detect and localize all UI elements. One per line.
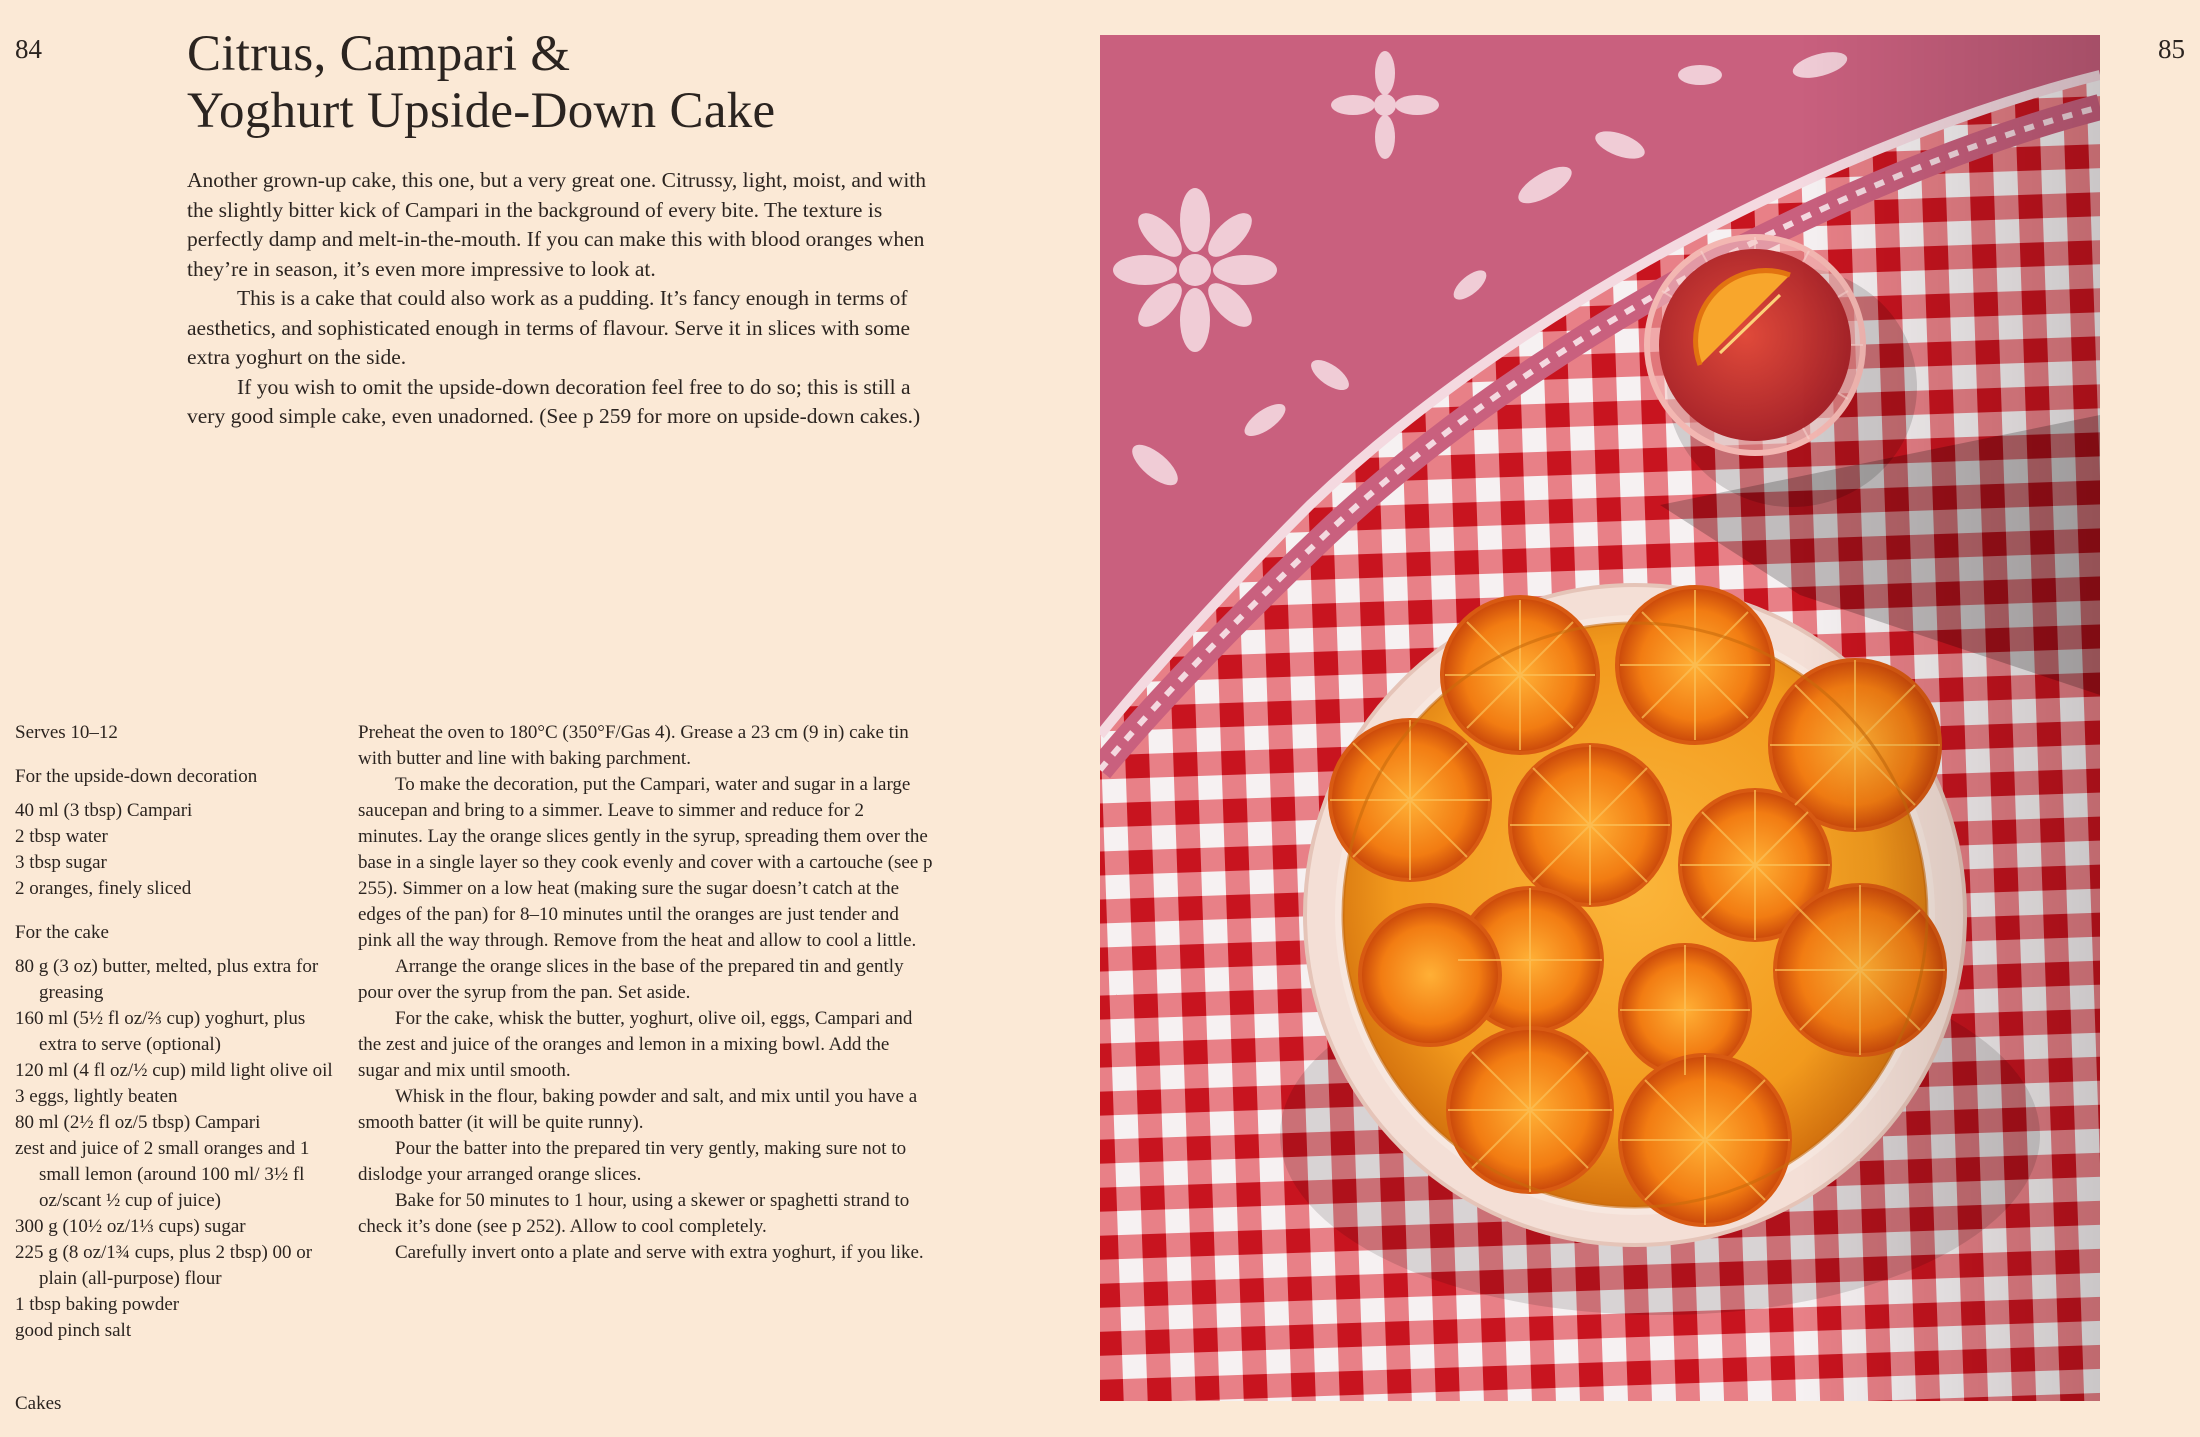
page-number-left: 84 [15,34,42,64]
method-step: Pour the batter into the prepared tin very gently, making sure not to dislodge your arranged orange slices. [358,1138,907,1185]
method-step: Bake for 50 minutes to 1 hour, using a skewer or spaghetti strand to check it’s done (see p 252). Allow to cool completely. [358,1190,910,1237]
recipe-title-line-1: Citrus, Campari & [187,26,571,82]
ingredient-item: 80 g (3 oz) butter, melted, plus extra for greasing [15,956,319,1003]
ingredient-item: 3 eggs, lightly beaten [15,1086,178,1107]
method-step: Preheat the oven to 180°C (350°F/Gas 4). Grease a 23 cm (9 in) cake tin with butter and line with baking parchment. [358,722,909,769]
section-label: Cakes [15,1393,62,1414]
ingredient-item: 3 tbsp sugar [15,852,107,873]
ingredient-item: 80 ml (2½ fl oz/5 tbsp) Campari [15,1112,261,1133]
method-step: Arrange the orange slices in the base of the prepared tin and gently pour over the syrup from the pan. Set aside. [358,956,904,1003]
recipe-intro [187,166,947,432]
intro-paragraph: If you wish to omit the upside-down decoration feel free to do so; this is still a very good simple cake, even unadorned. (See p 259 for more on upside-down cakes.) [187,374,921,428]
intro-paragraph: Another grown-up cake, this one, but a very great one. Citrussy, light, moist, and with the slightly bitter kick of Campari in the background of every bite. The texture is perfectly damp and melt-in-the-mouth. If you can make this with blood oranges when they’re in season, it’s even more impressive to look at. [187,168,927,281]
method-step: To make the decoration, put the Campari, water and sugar in a large saucepan and bring to a simmer. Leave to simmer and reduce for 2 minutes. Lay the orange slices gently in the syrup, spreading them over the base in a single layer so they cook evenly and cover with a cartouche (see p 255). Simmer on a low heat (making sure the sugar doesn’t catch at the edges of the pan) for 8–10 minutes until the oranges are just tender and pink all the way through. Remove from the heat and allow to cool a little. [358,774,933,951]
recipe-title [187,26,776,140]
decoration-ingredient-list [15,798,345,902]
cake-photo-illustration [1100,35,2100,1401]
intro-paragraph: This is a cake that could also work as a pudding. It’s fancy enough in terms of aesthetics, and sophisticated enough in terms of flavour. Serve it in slices with some extra yoghurt on the side. [187,286,911,369]
method-column [358,720,933,1266]
ingredient-item: 225 g (8 oz/1¾ cups, plus 2 tbsp) 00 or plain (all-purpose) flour [15,1242,313,1289]
method-step: Carefully invert onto a plate and serve with extra yoghurt, if you like. [395,1242,924,1263]
ingredients-column [15,720,345,1344]
ingredient-item: 300 g (10½ oz/1⅓ cups) sugar [15,1216,246,1237]
method-step: For the cake, whisk the butter, yoghurt, olive oil, eggs, Campari and the zest and juice of the oranges and lemon in a mixing bowl. Add the sugar and mix until smooth. [358,1008,913,1081]
serves-label: Serves 10–12 [15,722,118,743]
ingredient-item: 1 tbsp baking powder [15,1294,180,1315]
ingredient-item: 2 tbsp water [15,826,108,847]
cake-heading: For the cake [15,922,109,943]
decoration-heading: For the upside-down decoration [15,766,258,787]
ingredient-item: zest and juice of 2 small oranges and 1 small lemon (around 100 ml/ 3½ fl oz/scant ½ cup of juice) [15,1138,310,1211]
cake-photo [1100,35,2100,1401]
ingredient-item: 160 ml (5½ fl oz/⅔ cup) yoghurt, plus extra to serve (optional) [15,1008,306,1055]
ingredient-item: 2 oranges, finely sliced [15,878,192,899]
page-number-right: 85 [2158,34,2185,64]
ingredient-item: 40 ml (3 tbsp) Campari [15,800,193,821]
method-step: Whisk in the flour, baking powder and salt, and mix until you have a smooth batter (it will be quite runny). [358,1086,918,1133]
ingredient-item: good pinch salt [15,1320,132,1341]
ingredient-item: 120 ml (4 fl oz/½ cup) mild light olive oil [15,1060,333,1081]
cake-ingredient-list [15,954,345,1344]
recipe-title-line-2: Yoghurt Upside-Down Cake [187,83,776,139]
